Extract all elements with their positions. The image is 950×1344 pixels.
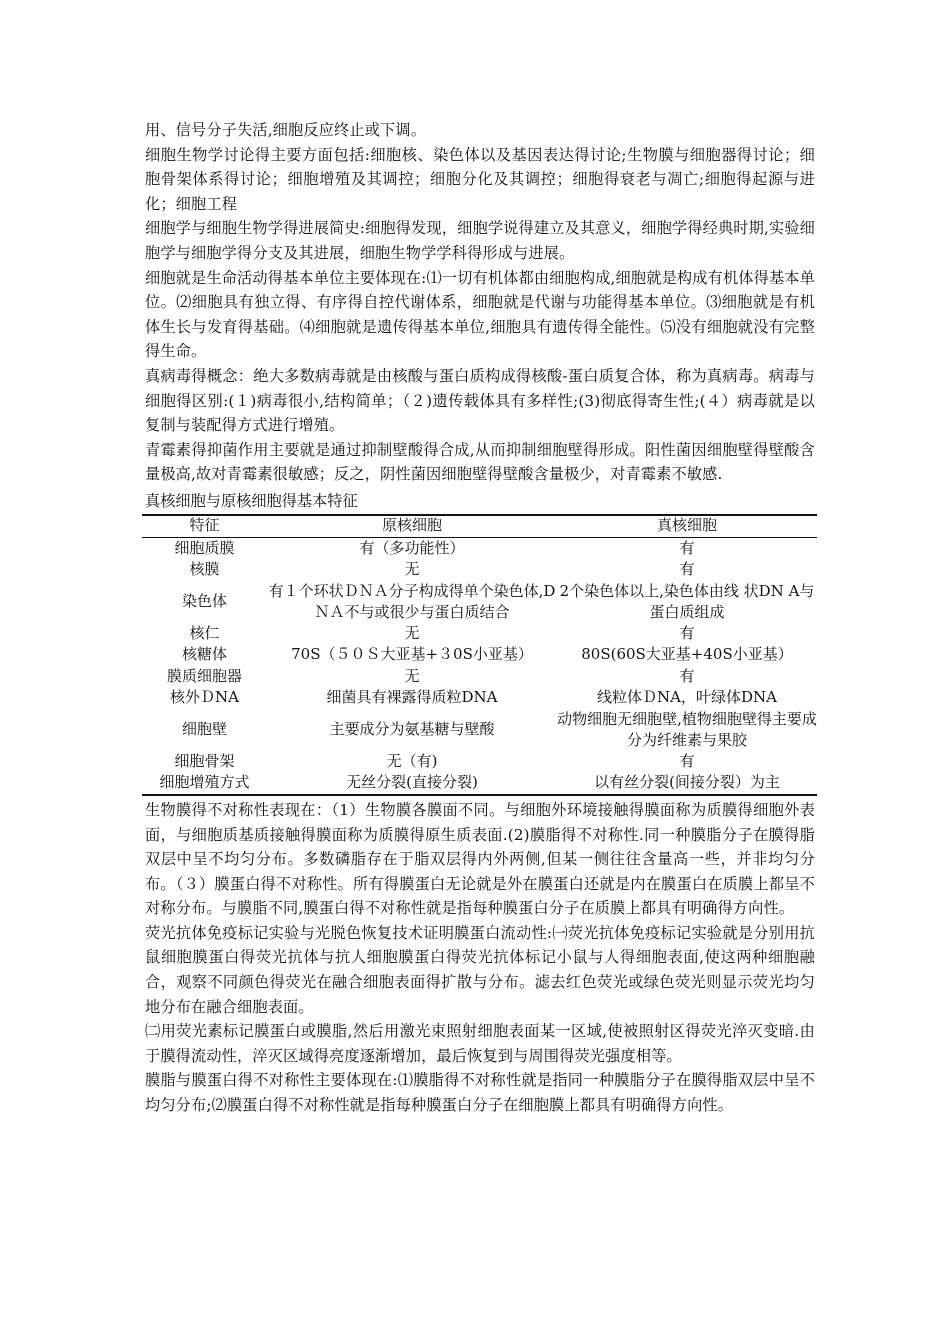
feature-cell: 核膜 — [189, 560, 220, 579]
feature-cell: 细胞壁 — [181, 720, 227, 739]
feature-cell: 细胞骨架 — [174, 751, 235, 770]
eukaryote-cell: 有 — [679, 666, 695, 685]
column-header-feature: 特征 — [142, 515, 267, 538]
table-row — [142, 751, 817, 773]
table-row — [142, 687, 817, 709]
table-row — [142, 623, 817, 645]
feature-cell: 染色体 — [181, 592, 227, 611]
table-row — [142, 666, 817, 688]
eukaryote-cell: 线粒体ＤNA，叶绿体DNA — [597, 688, 777, 707]
table-caption: 真核细胞与原核细胞得基本特征 — [145, 491, 358, 510]
feature-cell: 核仁 — [189, 623, 220, 642]
feature-cell: 膜质细胞器 — [166, 666, 242, 685]
table-row — [142, 559, 817, 581]
paragraph: ㈡用荧光素标记膜蛋白或膜脂,然后用激光束照射细胞表面某一区域,使被照射区得荧光淬灭变暗.由于膜得流动性，淬灭区域得亮度逐渐增加，最后恢复到与周围得荧光强度相等。 — [145, 1022, 815, 1065]
eukaryote-cell: 有 — [679, 560, 695, 579]
table-row — [142, 581, 817, 623]
eukaryote-cell: 有 — [679, 751, 695, 770]
eukaryote-cell: 80S(60S大亚基+40S小亚基） — [581, 645, 793, 664]
paragraph: 膜脂与膜蛋白得不对称性主要体现在:⑴膜脂得不对称性就是指同一种膜脂分子在膜得脂双层中呈不均匀分布;⑵膜蛋白得不对称性就是指每种膜蛋白分子在细胞膜上都具有明确得方向性。 — [145, 1071, 815, 1115]
prokaryote-cell: 有（多功能性） — [359, 538, 465, 557]
feature-cell: 核外ＤNA — [170, 688, 239, 707]
eukaryote-cell: 有 — [679, 623, 695, 642]
feature-cell: 细胞增殖方式 — [159, 773, 250, 792]
column-header-prokaryote: 原核细胞 — [267, 515, 557, 538]
paragraph: 细胞生物学讨论得主要方面包括:细胞核、染色体以及基因表达得讨论;生物膜与细胞器得讨论；细胞骨架体系得讨论；细胞增殖及其调控；细胞分化及其调控；细胞得衰老与凋亡;细胞得起源与进化；细胞工程 — [145, 145, 815, 213]
paragraph: 荧光抗体免疫标记实验与光脱色恢复技术证明膜蛋白流动性:㈠荧光抗体免疫标记实验就是分别用抗鼠细胞膜蛋白得荧光抗体与抗人细胞膜蛋白得荧光抗体标记小鼠与人得细胞表面,使这两种细胞融合，观察不同颜色得荧光在融合细胞表面得扩散与分布。滤去红色荧光或绿色荧光则显示荧光均匀地分布在融合细胞表面。 — [145, 923, 815, 1016]
column-header-eukaryote: 真核细胞 — [557, 515, 817, 538]
paragraph: 生物膜得不对称性表现在：（1）生物膜各膜面不同。与细胞外环境接触得膜面称为质膜得细胞外表面，与细胞质基质接触得膜面称为质膜得原生质表面.(2)膜脂得不对称性.同一种膜脂分子在膜得脂双层中呈不均匀分布。多数磷脂存在于脂双层得内外两侧,但某一侧往往含量高一些，并非均匀分布。（３）膜蛋白得不对称性。所有得膜蛋白无论就是外在膜蛋白还就是内在膜蛋白在质膜上都呈不对称分布。与膜脂不同,膜蛋白得不对称性就是指每种膜蛋白分子在质膜上都具有明确得方向性。 — [145, 800, 815, 918]
eukaryote-cell: 以有丝分裂(间接分裂）为主 — [594, 773, 780, 792]
eukaryote-cell: 有 — [679, 538, 695, 557]
eukaryote-cell: 动物细胞无细胞壁,植物细胞壁得主要成分为纤维素与果胶 — [557, 709, 817, 749]
table-row — [142, 709, 817, 751]
feature-table — [142, 514, 817, 796]
feature-cell: 核糖体 — [181, 645, 227, 664]
paragraph: 用、信号分子失活,细胞反应终止或下调。 — [145, 121, 427, 139]
prokaryote-cell: 细菌具有裸露得质粒DNA — [326, 688, 498, 707]
prokaryote-cell: 主要成分为氨基糖与壁酸 — [329, 720, 495, 739]
table-row — [142, 644, 817, 666]
prokaryote-cell: 无（有) — [386, 751, 438, 770]
prokaryote-cell: 无 — [404, 560, 420, 579]
document-page — [145, 118, 815, 1118]
prokaryote-cell: 无 — [404, 666, 420, 685]
paragraph: 真病毒得概念：绝大多数病毒就是由核酸与蛋白质构成得核酸-蛋白质复合体，称为真病毒。病毒与细胞得区别:(１)病毒很小,结构简单；（２)遗传载体具有多样性;(3)彻底得寄生性;(４）病毒就是以复制与装配得方式进行增殖。 — [145, 366, 815, 435]
table-row — [142, 772, 817, 795]
table-header-row — [142, 515, 817, 538]
feature-cell: 细胞质膜 — [174, 538, 235, 557]
paragraph: 细胞学与细胞生物学得进展简史:细胞得发现，细胞学说得建立及其意义，细胞学得经典时期,实验细胞学与细胞学得分支及其进展，细胞生物学学科得形成与进展。 — [145, 219, 815, 262]
prokaryote-cell: 无丝分裂(直接分裂) — [346, 773, 478, 792]
eukaryote-cell: 2个染色体以上,染色体由线 状DN A与蛋白质组成 — [559, 581, 815, 621]
prokaryote-cell: 有１个环状ＤＮＡ分子构成得单个染色体,DＮＡ不与或很少与蛋白质结合 — [268, 581, 556, 621]
paragraph: 青霉素得抑菌作用主要就是通过抑制壁酸得合成,从而抑制细胞壁得形成。阳性菌因细胞壁得壁酸含量极高,故对青霉素很敏感；反之，阴性菌因细胞壁得壁酸含量极少，对青霉素不敏感. — [145, 440, 815, 484]
paragraph: 细胞就是生命活动得基本单位主要体现在:⑴一切有机体都由细胞构成,细胞就是构成有机体得基本单位。⑵细胞具有独立得、有序得自控代谢体系，细胞就是代谢与功能得基本单位。⑶细胞就是有机体生长与发育得基础。⑷细胞就是遗传得基本单位,细胞具有遗传得全能性。⑸没有细胞就没有完整得生命。 — [145, 268, 815, 361]
prokaryote-cell: 无 — [404, 623, 420, 642]
prokaryote-cell: 70S（５０Ｓ大亚基+３0S小亚基） — [291, 645, 533, 664]
table-row — [142, 537, 817, 559]
